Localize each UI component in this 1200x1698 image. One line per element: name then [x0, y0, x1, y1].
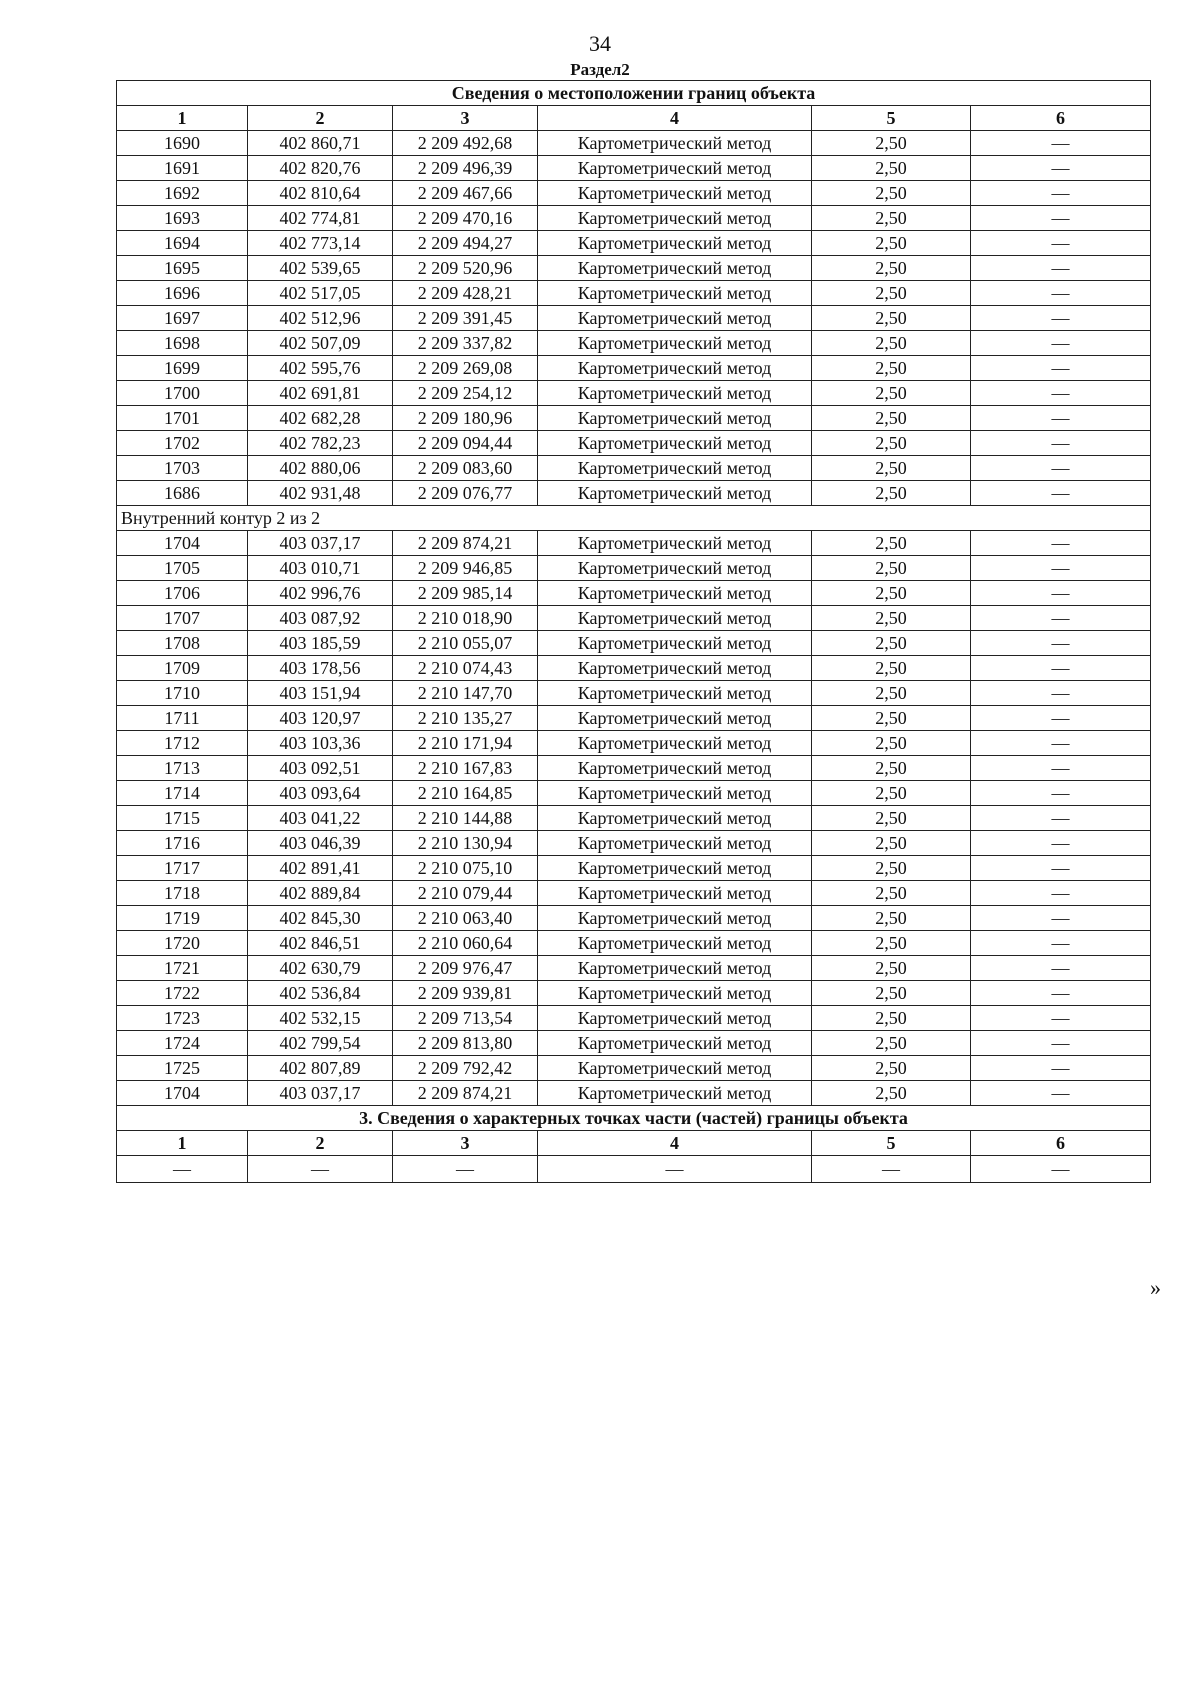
table-cell: 1713	[117, 756, 248, 781]
table-row	[117, 956, 1151, 981]
table-row	[117, 581, 1151, 606]
table-cell: 1695	[117, 256, 248, 281]
table-cell: Картометрический метод	[538, 431, 812, 456]
table-cell: —	[971, 581, 1151, 606]
section-label: Раздел2	[570, 60, 630, 79]
table-row	[117, 181, 1151, 206]
boundary-table	[116, 80, 1151, 1183]
table-row	[117, 156, 1151, 181]
column-number: 2	[248, 106, 393, 131]
table-cell: 2 209 874,21	[393, 531, 538, 556]
table-cell: 403 093,64	[248, 781, 393, 806]
table-cell: 1701	[117, 406, 248, 431]
column-number: 4	[538, 1131, 812, 1156]
table-cell: 2 209 520,96	[393, 256, 538, 281]
column-number: 1	[117, 106, 248, 131]
table-cell: 2,50	[812, 231, 971, 256]
table-cell: —	[971, 531, 1151, 556]
table-cell: —	[971, 881, 1151, 906]
table-cell: Картометрический метод	[538, 1056, 812, 1081]
table-cell: 2 209 269,08	[393, 356, 538, 381]
table-cell: 2 209 713,54	[393, 1006, 538, 1031]
table-cell: 2,50	[812, 1056, 971, 1081]
table-cell: —	[971, 981, 1151, 1006]
table-cell: —	[248, 1156, 393, 1183]
column-number: 4	[538, 106, 812, 131]
table-cell: —	[971, 756, 1151, 781]
table-cell: —	[971, 481, 1151, 506]
table-cell: 1694	[117, 231, 248, 256]
table-cell: Картометрический метод	[538, 631, 812, 656]
table-cell: —	[971, 906, 1151, 931]
table-cell: 1699	[117, 356, 248, 381]
table-cell: —	[971, 1156, 1151, 1183]
table-cell: Картометрический метод	[538, 1081, 812, 1106]
table-title-row	[117, 81, 1151, 106]
table-cell: —	[971, 456, 1151, 481]
table-cell: Картометрический метод	[538, 356, 812, 381]
table-row	[117, 431, 1151, 456]
table-cell: 2,50	[812, 331, 971, 356]
table-cell: 2,50	[812, 781, 971, 806]
table-cell: —	[971, 956, 1151, 981]
table-cell: 2 209 494,27	[393, 231, 538, 256]
table-row	[117, 781, 1151, 806]
table-cell: 2 210 018,90	[393, 606, 538, 631]
table-cell: 1725	[117, 1056, 248, 1081]
table-cell: —	[971, 1081, 1151, 1106]
table-cell: Картометрический метод	[538, 881, 812, 906]
table-cell: 2 210 060,64	[393, 931, 538, 956]
table-cell: 1691	[117, 156, 248, 181]
table-cell: 402 931,48	[248, 481, 393, 506]
table-cell: 1704	[117, 531, 248, 556]
table-cell: 1696	[117, 281, 248, 306]
table-cell: 2 209 083,60	[393, 456, 538, 481]
table-cell: 402 807,89	[248, 1056, 393, 1081]
table-cell: —	[812, 1156, 971, 1183]
table-cell: 2,50	[812, 756, 971, 781]
table-cell: 402 891,41	[248, 856, 393, 881]
table-row	[117, 631, 1151, 656]
section3-column-number-row	[117, 1131, 1151, 1156]
table-cell: 2 209 428,21	[393, 281, 538, 306]
table-cell: 402 507,09	[248, 331, 393, 356]
contour-row	[117, 506, 1151, 531]
table-cell: 2 210 147,70	[393, 681, 538, 706]
table-cell: 1686	[117, 481, 248, 506]
table-cell: 2 209 337,82	[393, 331, 538, 356]
table-cell: 2 209 874,21	[393, 1081, 538, 1106]
column-number: 6	[971, 106, 1151, 131]
table-row	[117, 1081, 1151, 1106]
table-cell: 2,50	[812, 906, 971, 931]
table-title: Сведения о местоположении границ объекта	[117, 81, 1151, 106]
table-row	[117, 1031, 1151, 1056]
table-cell: 2,50	[812, 281, 971, 306]
table-cell: Картометрический метод	[538, 256, 812, 281]
table-cell: —	[538, 1156, 812, 1183]
table-cell: 2 209 076,77	[393, 481, 538, 506]
table-cell: 1714	[117, 781, 248, 806]
table-cell: Картометрический метод	[538, 481, 812, 506]
table-cell: 403 037,17	[248, 1081, 393, 1106]
table-cell: 2 209 391,45	[393, 306, 538, 331]
table-cell: 2,50	[812, 456, 971, 481]
table-cell: 2 210 167,83	[393, 756, 538, 781]
table-body	[117, 81, 1151, 1183]
table-cell: Картометрический метод	[538, 331, 812, 356]
table-cell: Картометрический метод	[538, 281, 812, 306]
closing-quote: »	[1150, 1275, 1161, 1300]
table-cell: 2 209 939,81	[393, 981, 538, 1006]
table-row	[117, 531, 1151, 556]
table-cell: 2 209 985,14	[393, 581, 538, 606]
table-cell: Картометрический метод	[538, 181, 812, 206]
table-cell: Картометрический метод	[538, 406, 812, 431]
table-row	[117, 756, 1151, 781]
table-cell: 1712	[117, 731, 248, 756]
table-row	[117, 706, 1151, 731]
table-cell: 2,50	[812, 681, 971, 706]
table-row	[117, 131, 1151, 156]
table-cell: 2,50	[812, 731, 971, 756]
table-row	[117, 606, 1151, 631]
section3-empty-row	[117, 1156, 1151, 1183]
table-cell: Картометрический метод	[538, 831, 812, 856]
table-cell: Картометрический метод	[538, 1031, 812, 1056]
table-cell: 2,50	[812, 706, 971, 731]
table-cell: 1698	[117, 331, 248, 356]
table-cell: 2,50	[812, 856, 971, 881]
table-cell: 2 209 792,42	[393, 1056, 538, 1081]
table-cell: Картометрический метод	[538, 781, 812, 806]
table-cell: 1717	[117, 856, 248, 881]
table-cell: Картометрический метод	[538, 1006, 812, 1031]
table-row	[117, 306, 1151, 331]
table-cell: 2 209 470,16	[393, 206, 538, 231]
table-cell: Картометрический метод	[538, 756, 812, 781]
table-cell: 2 209 254,12	[393, 381, 538, 406]
table-cell: 403 151,94	[248, 681, 393, 706]
table-cell: Картометрический метод	[538, 306, 812, 331]
table-row	[117, 731, 1151, 756]
table-row	[117, 681, 1151, 706]
table-cell: Картометрический метод	[538, 231, 812, 256]
table-cell: 2 209 813,80	[393, 1031, 538, 1056]
table-row	[117, 1006, 1151, 1031]
table-cell: 402 691,81	[248, 381, 393, 406]
table-cell: 403 120,97	[248, 706, 393, 731]
table-cell: 1702	[117, 431, 248, 456]
table-cell: —	[971, 1006, 1151, 1031]
table-cell: 1723	[117, 1006, 248, 1031]
table-cell: 2 209 467,66	[393, 181, 538, 206]
table-cell: —	[971, 681, 1151, 706]
table-cell: 2,50	[812, 156, 971, 181]
table-cell: 1719	[117, 906, 248, 931]
table-cell: 1693	[117, 206, 248, 231]
table-cell: 1706	[117, 581, 248, 606]
table-cell: 1708	[117, 631, 248, 656]
table-cell: Картометрический метод	[538, 856, 812, 881]
table-row	[117, 406, 1151, 431]
table-cell: Картометрический метод	[538, 956, 812, 981]
table-cell: 1720	[117, 931, 248, 956]
column-number: 3	[393, 1131, 538, 1156]
table-cell: —	[971, 181, 1151, 206]
table-cell: 403 010,71	[248, 556, 393, 581]
table-cell: Картометрический метод	[538, 381, 812, 406]
table-cell: 402 860,71	[248, 131, 393, 156]
table-cell: 2,50	[812, 631, 971, 656]
table-cell: 2,50	[812, 931, 971, 956]
table-cell: 1707	[117, 606, 248, 631]
table-cell: 402 880,06	[248, 456, 393, 481]
table-cell: —	[971, 706, 1151, 731]
table-cell: 2 210 144,88	[393, 806, 538, 831]
table-cell: 402 630,79	[248, 956, 393, 981]
table-cell: Картометрический метод	[538, 731, 812, 756]
table-cell: Картометрический метод	[538, 206, 812, 231]
table-cell: Картометрический метод	[538, 931, 812, 956]
column-number: 3	[393, 106, 538, 131]
table-cell: 402 889,84	[248, 881, 393, 906]
table-cell: —	[971, 781, 1151, 806]
table-cell: 2,50	[812, 406, 971, 431]
column-number: 5	[812, 106, 971, 131]
table-row	[117, 256, 1151, 281]
table-cell: 2 210 079,44	[393, 881, 538, 906]
table-cell: 2 209 496,39	[393, 156, 538, 181]
table-cell: 2,50	[812, 256, 971, 281]
table-cell: 2,50	[812, 306, 971, 331]
table-cell: 2,50	[812, 131, 971, 156]
table-row	[117, 856, 1151, 881]
table-cell: 2,50	[812, 181, 971, 206]
table-cell: Картометрический метод	[538, 131, 812, 156]
table-cell: 2,50	[812, 956, 971, 981]
table-cell: 2,50	[812, 831, 971, 856]
table-cell: 402 820,76	[248, 156, 393, 181]
table-cell: 403 037,17	[248, 531, 393, 556]
table-cell: —	[971, 606, 1151, 631]
table-cell: 1700	[117, 381, 248, 406]
table-cell: 402 682,28	[248, 406, 393, 431]
table-cell: 402 845,30	[248, 906, 393, 931]
table-cell: 1718	[117, 881, 248, 906]
table-cell: 2 210 074,43	[393, 656, 538, 681]
table-cell: 1710	[117, 681, 248, 706]
table-row	[117, 656, 1151, 681]
table-cell: —	[393, 1156, 538, 1183]
table-cell: Картометрический метод	[538, 806, 812, 831]
table-cell: —	[971, 556, 1151, 581]
table-cell: 402 799,54	[248, 1031, 393, 1056]
table-cell: 2 209 492,68	[393, 131, 538, 156]
table-cell: 2 210 135,27	[393, 706, 538, 731]
table-cell: Картометрический метод	[538, 706, 812, 731]
table-cell: —	[971, 231, 1151, 256]
table-cell: 1711	[117, 706, 248, 731]
table-cell: 403 178,56	[248, 656, 393, 681]
table-cell: 402 532,15	[248, 1006, 393, 1031]
table-cell: —	[971, 931, 1151, 956]
table-cell: Картометрический метод	[538, 606, 812, 631]
table-cell: 2 210 130,94	[393, 831, 538, 856]
table-cell: 402 810,64	[248, 181, 393, 206]
table-cell: —	[971, 1056, 1151, 1081]
table-cell: 2 210 171,94	[393, 731, 538, 756]
table-cell: Картометрический метод	[538, 456, 812, 481]
table-cell: 402 536,84	[248, 981, 393, 1006]
table-cell: 2,50	[812, 556, 971, 581]
table-cell: 2 209 976,47	[393, 956, 538, 981]
table-cell: —	[971, 431, 1151, 456]
table-cell: —	[971, 356, 1151, 381]
table-cell: 1704	[117, 1081, 248, 1106]
table-cell: 2 209 180,96	[393, 406, 538, 431]
table-cell: 1709	[117, 656, 248, 681]
table-cell: —	[971, 731, 1151, 756]
table-row	[117, 1056, 1151, 1081]
table-cell: 403 087,92	[248, 606, 393, 631]
table-cell: 2 210 075,10	[393, 856, 538, 881]
table-cell: —	[971, 131, 1151, 156]
table-cell: —	[971, 156, 1151, 181]
table-cell: —	[971, 1031, 1151, 1056]
table-cell: Картометрический метод	[538, 531, 812, 556]
table-cell: 2 210 164,85	[393, 781, 538, 806]
table-row	[117, 981, 1151, 1006]
table-row	[117, 906, 1151, 931]
table-cell: 403 041,22	[248, 806, 393, 831]
column-number: 2	[248, 1131, 393, 1156]
table-cell: 2,50	[812, 481, 971, 506]
table-cell: —	[971, 806, 1151, 831]
table-cell: —	[971, 406, 1151, 431]
table-cell: —	[971, 656, 1151, 681]
table-row	[117, 806, 1151, 831]
table-cell: 403 092,51	[248, 756, 393, 781]
table-cell: 1692	[117, 181, 248, 206]
section3-title: 3. Сведения о характерных точках части (частей) границы объекта	[117, 1106, 1151, 1131]
table-cell: 2,50	[812, 1006, 971, 1031]
table-cell: —	[971, 306, 1151, 331]
table-cell: 1703	[117, 456, 248, 481]
table-cell: 1715	[117, 806, 248, 831]
table-cell: —	[971, 256, 1151, 281]
table-cell: 402 782,23	[248, 431, 393, 456]
table-cell: 403 185,59	[248, 631, 393, 656]
table-row	[117, 831, 1151, 856]
table-cell: Картометрический метод	[538, 906, 812, 931]
table-cell: Картометрический метод	[538, 656, 812, 681]
table-cell: 403 103,36	[248, 731, 393, 756]
table-cell: —	[971, 831, 1151, 856]
table-cell: 2,50	[812, 206, 971, 231]
table-cell: 2 210 063,40	[393, 906, 538, 931]
table-cell: 2,50	[812, 381, 971, 406]
column-number: 1	[117, 1131, 248, 1156]
table-cell: 1705	[117, 556, 248, 581]
table-cell: 402 512,96	[248, 306, 393, 331]
table-cell: 402 996,76	[248, 581, 393, 606]
table-cell: 2,50	[812, 806, 971, 831]
table-row	[117, 556, 1151, 581]
table-cell: 403 046,39	[248, 831, 393, 856]
table-cell: 2,50	[812, 881, 971, 906]
table-cell: 2,50	[812, 656, 971, 681]
table-cell: —	[971, 281, 1151, 306]
table-cell: 2,50	[812, 981, 971, 1006]
table-cell: —	[971, 331, 1151, 356]
table-cell: —	[117, 1156, 248, 1183]
contour-label: Внутренний контур 2 из 2	[117, 506, 1151, 531]
table-cell: —	[971, 206, 1151, 231]
table-cell: 1721	[117, 956, 248, 981]
table-cell: Картометрический метод	[538, 681, 812, 706]
table-cell: Картометрический метод	[538, 556, 812, 581]
table-cell: 2,50	[812, 1031, 971, 1056]
table-row	[117, 481, 1151, 506]
table-cell: 1697	[117, 306, 248, 331]
table-cell: 2,50	[812, 581, 971, 606]
page-number: 34	[589, 31, 611, 56]
table-cell: 2,50	[812, 431, 971, 456]
table-cell: 1690	[117, 131, 248, 156]
table-row	[117, 331, 1151, 356]
table-cell: 1716	[117, 831, 248, 856]
table-cell: 402 846,51	[248, 931, 393, 956]
column-number-row	[117, 106, 1151, 131]
table-cell: 2,50	[812, 606, 971, 631]
table-cell: 1724	[117, 1031, 248, 1056]
table-row	[117, 456, 1151, 481]
table-row	[117, 231, 1151, 256]
table-row	[117, 881, 1151, 906]
table-row	[117, 206, 1151, 231]
table-row	[117, 281, 1151, 306]
section3-title-row	[117, 1106, 1151, 1131]
table-cell: Картометрический метод	[538, 981, 812, 1006]
table-cell: 2,50	[812, 531, 971, 556]
table-cell: 402 539,65	[248, 256, 393, 281]
table-cell: Картометрический метод	[538, 581, 812, 606]
column-number: 6	[971, 1131, 1151, 1156]
table-cell: 402 773,14	[248, 231, 393, 256]
table-cell: 2 210 055,07	[393, 631, 538, 656]
table-cell: 402 774,81	[248, 206, 393, 231]
table-cell: 2,50	[812, 1081, 971, 1106]
table-cell: 2 209 946,85	[393, 556, 538, 581]
table-row	[117, 356, 1151, 381]
table-cell: —	[971, 631, 1151, 656]
table-cell: 402 517,05	[248, 281, 393, 306]
table-cell: —	[971, 381, 1151, 406]
column-number: 5	[812, 1131, 971, 1156]
table-row	[117, 381, 1151, 406]
table-cell: 402 595,76	[248, 356, 393, 381]
table-row	[117, 931, 1151, 956]
table-cell: Картометрический метод	[538, 156, 812, 181]
table-cell: —	[971, 856, 1151, 881]
table-cell: 2,50	[812, 356, 971, 381]
table-cell: 1722	[117, 981, 248, 1006]
table-cell: 2 209 094,44	[393, 431, 538, 456]
